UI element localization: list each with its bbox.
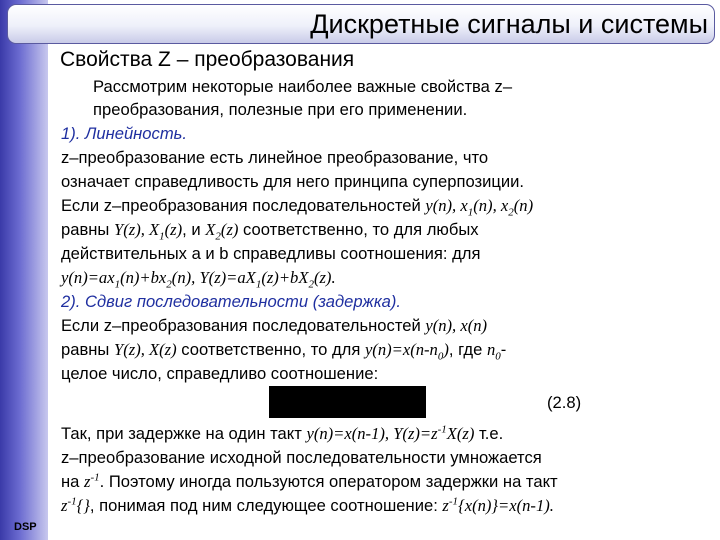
- p2-line-2-text: -: [500, 340, 507, 359]
- p2-line-1-math: y(n), x(n): [425, 316, 488, 335]
- p1-line-4: [61, 219, 479, 241]
- sidebar-gradient: [0, 0, 48, 540]
- intro-line-2: преобразования, полезные при его применении.: [93, 100, 468, 119]
- p2-line-1: [61, 315, 487, 337]
- p1-line-6-sub: 2: [166, 278, 172, 291]
- p2-line-3: целое число, справедливо соотношение:: [61, 364, 379, 383]
- property-1-title: 1). Линейность.: [61, 124, 187, 143]
- p2-line-2: [61, 339, 506, 361]
- p2-line-2-math: Y(z), X(z): [113, 340, 177, 359]
- p1-line-4-math: (z): [164, 220, 183, 239]
- p3-line-3-math: z: [84, 472, 91, 491]
- p2-line-2-text: соответственно, то для: [176, 340, 365, 359]
- section-heading: Свойства Z – преобразования: [60, 48, 355, 71]
- p3-line-1-math: X(z): [446, 424, 475, 443]
- p2-line-2-math: n: [486, 340, 496, 359]
- title-bar: [7, 4, 715, 44]
- p1-line-6-sub: 2: [308, 278, 314, 291]
- p3-line-1-text: Так, при задержке на один такт: [61, 424, 307, 443]
- p2-line-1-text: Если z–преобразования последовательностей: [61, 316, 426, 335]
- p3-line-1: [61, 423, 503, 445]
- p3-line-3-text: на: [61, 472, 85, 491]
- p3-line-4-sup: -1: [448, 495, 459, 508]
- p2-line-2-text: равны: [61, 340, 114, 359]
- p1-line-4-sub: 2: [215, 230, 221, 243]
- property-2-title: 2). Сдвиг последовательности (задержка).: [61, 292, 402, 311]
- p3-line-4-math: z: [442, 496, 449, 515]
- p3-line-1-sup: -1: [437, 423, 447, 436]
- p1-line-6-sub: 1: [114, 278, 121, 291]
- p2-line-2-text: , где: [448, 340, 487, 359]
- p3-line-3-text: . Поэтому иногда пользуются оператором задержки на такт: [99, 472, 558, 491]
- p1-line-6-math: (n)+bx: [120, 268, 167, 287]
- p3-line-2: z–преобразование исходной последовательности умножается: [61, 448, 542, 467]
- p3-line-3-sup: -1: [90, 471, 100, 484]
- p1-line-4-sub: 1: [159, 230, 165, 243]
- p1-line-3-sub: 2: [508, 206, 514, 219]
- p2-line-2-math: y(n)=x(n-n: [364, 340, 438, 359]
- p1-line-3-math: (n), x: [473, 196, 509, 215]
- p1-line-6-math: (z)+bX: [261, 268, 309, 287]
- equation-number: (2.8): [547, 393, 582, 412]
- p1-line-4-text: равны: [61, 220, 114, 239]
- p1-line-6-math: (z).: [313, 268, 336, 287]
- p1-line-4-math: Y(z), X: [113, 220, 160, 239]
- p3-line-4: [61, 495, 554, 517]
- p1-line-3-math: y(n), x: [425, 196, 468, 215]
- p1-line-5: действительных a и b справедливы соотношения: для: [61, 244, 481, 263]
- p3-line-4-math: {x(n)}=x(n-1).: [458, 496, 554, 515]
- p1-line-4-text: соответственно, то для любых: [238, 220, 479, 239]
- p1-line-3-math: (n): [513, 196, 534, 215]
- p1-line-6-sub: 1: [255, 278, 262, 291]
- p1-line-4-math: (z): [220, 220, 239, 239]
- p1-line-3: [61, 195, 533, 217]
- redacted-formula-box: [269, 386, 426, 418]
- intro-line-1: Рассмотрим некоторые наиболее важные свойства z–: [93, 77, 513, 96]
- p3-line-4-sup: -1: [67, 495, 77, 508]
- slide-title: Дискретные сигналы и системы: [310, 9, 708, 39]
- p3-line-4-math: {}: [76, 496, 90, 515]
- p1-line-3-sub: 1: [467, 206, 474, 219]
- p2-line-2-sub: 0: [495, 350, 501, 363]
- p2-line-2-math: ): [443, 340, 449, 359]
- p1-line-2: означает справедливость для него принципа суперпозиции.: [61, 172, 525, 191]
- p1-line-6: [61, 267, 336, 289]
- p3-line-1-math: y(n)=x(n-1), Y(z)=z: [306, 424, 438, 443]
- p3-line-3: [61, 471, 558, 493]
- p3-line-4-text: , понимая под ним следующее соотношение:: [89, 496, 443, 515]
- p3-line-4-math: z: [61, 496, 68, 515]
- p1-line-6-math: y(n)=ax: [61, 268, 115, 287]
- p1-line-6-math: (n), Y(z)=aX: [171, 268, 256, 287]
- p1-line-4-math: X: [205, 220, 216, 239]
- p1-line-4-text: , и: [182, 220, 206, 239]
- dsp-logo: DSP: [14, 521, 37, 533]
- p3-line-1-text: т.е.: [474, 424, 504, 443]
- p2-line-2-sub: 0: [437, 350, 444, 363]
- p1-line-1: z–преобразование есть линейное преобразование, что: [61, 148, 489, 167]
- p1-line-3-text: Если z–преобразования последовательностей: [61, 196, 426, 215]
